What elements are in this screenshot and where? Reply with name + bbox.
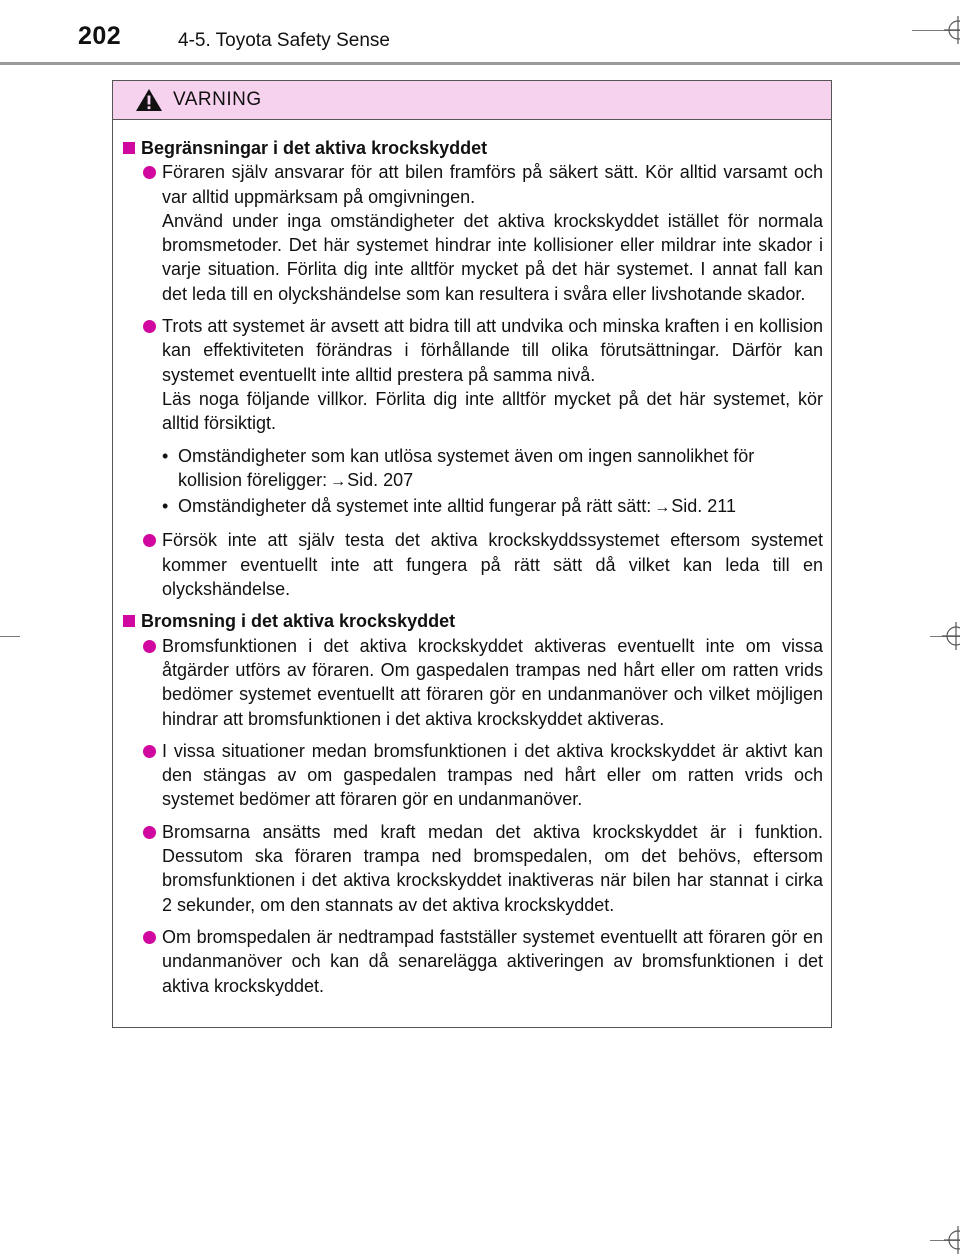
warning-header xyxy=(113,81,831,120)
list-item xyxy=(123,528,823,601)
sub-list-item xyxy=(162,494,823,520)
circle-bullet-icon xyxy=(143,166,156,179)
paragraph: Bromsarna ansätts med kraft medan det aktiva krockskyddet är i funktion. Dessutom ska föraren trampa ned bromspedalen, om det behövs, eftersom bromsfunktionen i det aktiva krockskyddet inaktiveras när bilen har stannat i cirka 2 sekunder, om den stannats av det aktiva krockskyddet. xyxy=(162,821,823,915)
circle-bullet-icon xyxy=(143,745,156,758)
registration-mark-top-right xyxy=(944,16,960,44)
page-number: 202 xyxy=(78,22,122,50)
sub-list-text: Omständigheter som kan utlösa systemet även om ingen sannolikhet för kollision föreligger: xyxy=(178,445,755,490)
crop-line-mid-left xyxy=(0,636,20,637)
section-title: 4-5. Toyota Safety Sense xyxy=(178,30,390,51)
list-item xyxy=(123,314,823,520)
page-reference-link[interactable]: Sid. 207 xyxy=(347,469,414,490)
list-item xyxy=(123,634,823,731)
paragraph: Läs noga följande villkor. Förlita dig inte alltför mycket på det här systemet, kör alltid försiktigt. xyxy=(162,388,823,434)
dot-bullet: • xyxy=(162,496,169,517)
paragraph: Föraren själv ansvarar för att bilen framförs på säkert sätt. Kör alltid varsamt och var alltid uppmärksam på omgivningen. xyxy=(162,162,823,207)
paragraph: Försök inte att själv testa det aktiva krockskyddssystemet eftersom systemet kommer eventuellt inte att fungera på rätt sätt då vilket kan leda till en olyckshändelse. xyxy=(162,530,823,600)
circle-bullet-icon xyxy=(143,931,156,944)
paragraph: I vissa situationer medan bromsfunktionen i det aktiva krockskyddet är aktivt kan den stängas av om gaspedalen trampas ned hårt eller om ratten vrids och systemet bedömer att föraren gör en undanmanöver. xyxy=(162,740,823,810)
dot-bullet: • xyxy=(162,445,169,466)
circle-bullet-icon xyxy=(143,826,156,839)
circle-bullet-icon xyxy=(143,320,156,333)
square-bullet-icon xyxy=(123,142,135,154)
arrow-right-icon: → xyxy=(654,499,671,517)
subheading xyxy=(123,136,823,160)
registration-mark-mid-right xyxy=(942,622,960,650)
warning-triangle-icon xyxy=(135,88,163,112)
page-reference-link[interactable]: Sid. 211 xyxy=(671,496,736,517)
list-item xyxy=(123,739,823,812)
circle-bullet-icon xyxy=(143,534,156,547)
sub-list-item xyxy=(162,444,823,495)
subheading-text: Begränsningar i det aktiva krockskyddet xyxy=(141,138,488,158)
warning-box xyxy=(112,80,832,1028)
square-bullet-icon xyxy=(123,615,135,627)
list-item xyxy=(123,160,823,306)
paragraph: Om bromspedalen är nedtrampad fastställer systemet eventuellt att föraren gör en undanmanöver och kan då senarelägga aktiveringen av bromsfunktionen i det aktiva krockskyddet. xyxy=(162,926,823,996)
paragraph: Bromsfunktionen i det aktiva krockskyddet aktiveras eventuellt inte om vissa åtgärder utförs av föraren. Om gaspedalen trampas ned hårt eller om ratten vrids bedömer systemet eventuellt att föraren gör en undanmanöver och vilket möjligen hindrar att bromsfunktionen i det aktiva krockskyddet aktiveras. xyxy=(162,635,823,729)
list-item xyxy=(123,925,823,998)
paragraph: Använd under inga omständigheter det aktiva krockskyddet istället för normala bromsmetoder. Det här systemet hindrar inte kollisioner eller mildrar inte skador i varje situation. Förlita dig inte alltför mycket på det här systemet. I annat fall kan det leda till en olyckshändelse som kan resultera i svåra eller livshotande skador. xyxy=(162,210,823,304)
subheading-text: Bromsning i det aktiva krockskyddet xyxy=(141,611,456,632)
list-item xyxy=(123,820,823,917)
paragraph: Trots att systemet är avsett att bidra till att undvika och minska kraften i en kollision kan effektiviteten förändras i förhållande till olika förutsättningar. Därför kan systemet eventuellt inte alltid prestera på samma nivå. xyxy=(162,316,823,385)
subheading xyxy=(123,609,823,633)
sub-list-text: Omständigheter då systemet inte alltid fungerar på rätt sätt: xyxy=(178,496,652,517)
header-rule xyxy=(0,62,960,65)
registration-mark-bottom-right xyxy=(944,1226,960,1254)
circle-bullet-icon xyxy=(143,640,156,653)
warning-label: VARNING xyxy=(173,89,262,110)
warning-body xyxy=(113,120,831,998)
arrow-right-icon: → xyxy=(330,472,347,490)
